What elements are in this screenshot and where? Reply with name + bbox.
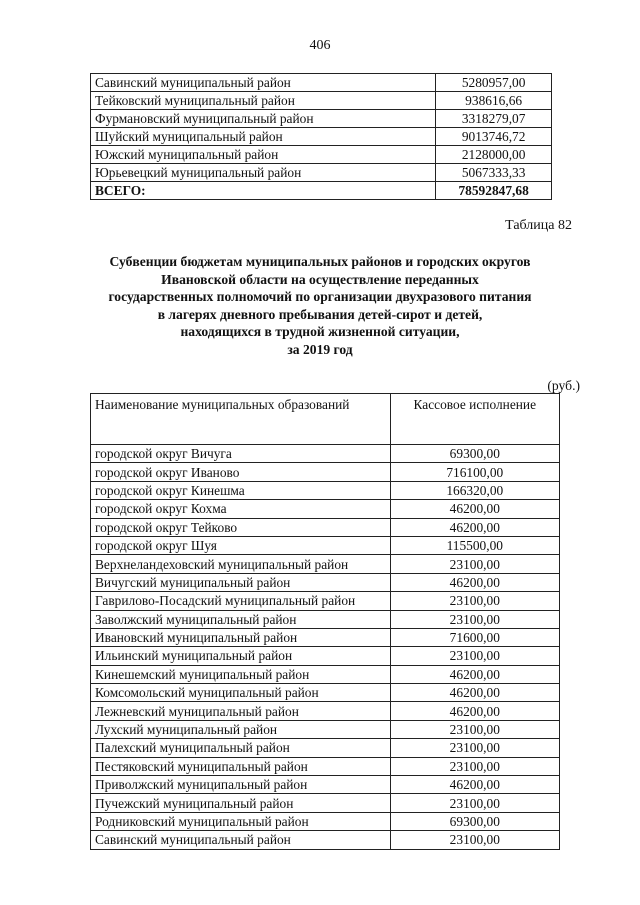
table-row: [91, 555, 560, 573]
row-name: Пучежский муниципальный район: [91, 794, 391, 812]
heading-line: в лагерях дневного пребывания детей-сирот и детей,: [157, 306, 483, 322]
row-name: Савинский муниципальный район: [91, 831, 391, 849]
heading-line: находящихся в трудной жизненной ситуации,: [180, 324, 460, 339]
table-row: [91, 463, 560, 481]
row-value: 71600,00: [390, 628, 559, 646]
table-row: [91, 720, 560, 738]
table-row: [91, 812, 560, 830]
row-value: 23100,00: [390, 592, 559, 610]
row-value: 3318279,07: [436, 110, 552, 128]
table-row: [91, 445, 560, 463]
row-value: 716100,00: [390, 463, 559, 481]
row-value: 46200,00: [390, 665, 559, 683]
table-heading: [60, 253, 580, 358]
table-label: Таблица 82: [505, 218, 572, 233]
total-row: [91, 182, 552, 200]
row-name: Юрьевецкий муниципальный район: [91, 164, 436, 182]
row-value: 69300,00: [390, 812, 559, 830]
row-name: Южский муниципальный район: [91, 146, 436, 164]
row-value: 46200,00: [390, 500, 559, 518]
table-row: [91, 794, 560, 812]
row-name: Пестяковский муниципальный район: [91, 757, 391, 775]
row-value: 115500,00: [390, 536, 559, 554]
table-row: [91, 518, 560, 536]
row-value: 2128000,00: [436, 146, 552, 164]
table-row: [91, 481, 560, 499]
table-row: [91, 610, 560, 628]
row-name: городской округ Иваново: [91, 463, 391, 481]
column-header-value: Кассовое исполнение: [390, 394, 559, 445]
row-value: 938616,66: [436, 92, 552, 110]
total-label: ВСЕГО:: [91, 182, 436, 200]
heading-line: за 2019 год: [287, 341, 353, 357]
page-number: 406: [309, 38, 331, 53]
row-name: Тейковский муниципальный район: [91, 92, 436, 110]
row-name: Лежневский муниципальный район: [91, 702, 391, 720]
table-row: [91, 647, 560, 665]
table-row: [91, 592, 560, 610]
row-name: Палехский муниципальный район: [91, 739, 391, 757]
row-value: 46200,00: [390, 684, 559, 702]
table-row: [91, 92, 552, 110]
table-row: [91, 684, 560, 702]
row-name: Ивановский муниципальный район: [91, 628, 391, 646]
table-row: [91, 665, 560, 683]
row-name: Гаврилово-Посадский муниципальный район: [91, 592, 391, 610]
row-name: Родниковский муниципальный район: [91, 812, 391, 830]
row-name: городской округ Тейково: [91, 518, 391, 536]
table-row: [91, 164, 552, 182]
row-name: Вичугский муниципальный район: [91, 573, 391, 591]
column-header-name: Наименование муниципальных образований: [91, 394, 391, 445]
row-name: Кинешемский муниципальный район: [91, 665, 391, 683]
table-row: [91, 74, 552, 92]
top-table: [90, 73, 552, 200]
row-value: 5280957,00: [436, 74, 552, 92]
row-name: Фурмановский муниципальный район: [91, 110, 436, 128]
header-row: [91, 394, 560, 445]
table-row: [91, 628, 560, 646]
row-value: 9013746,72: [436, 128, 552, 146]
heading-line: государственных полномочий по организации двухразового питания: [108, 289, 532, 304]
row-name: Приволжский муниципальный район: [91, 776, 391, 794]
unit-label: (руб.): [547, 378, 580, 393]
table-row: [91, 536, 560, 554]
row-name: Савинский муниципальный район: [91, 74, 436, 92]
row-value: 46200,00: [390, 702, 559, 720]
row-value: 5067333,33: [436, 164, 552, 182]
table-row: [91, 757, 560, 775]
table-row: [91, 739, 560, 757]
row-value: 23100,00: [390, 647, 559, 665]
table-row: [91, 128, 552, 146]
row-value: 23100,00: [390, 831, 559, 849]
row-name: Шуйский муниципальный район: [91, 128, 436, 146]
row-value: 23100,00: [390, 610, 559, 628]
row-value: 23100,00: [390, 555, 559, 573]
table-row: [91, 110, 552, 128]
table-row: [91, 831, 560, 849]
table-row: [91, 776, 560, 794]
row-name: городской округ Кинешма: [91, 481, 391, 499]
row-name: Лухский муниципальный район: [91, 720, 391, 738]
row-value: 46200,00: [390, 776, 559, 794]
row-name: Заволжский муниципальный район: [91, 610, 391, 628]
row-value: 23100,00: [390, 720, 559, 738]
row-name: Комсомольский муниципальный район: [91, 684, 391, 702]
heading-line: Субвенции бюджетам муниципальных районов и городских округов: [109, 254, 531, 269]
row-value: 166320,00: [390, 481, 559, 499]
table-row: [91, 702, 560, 720]
row-value: 23100,00: [390, 739, 559, 757]
row-value: 46200,00: [390, 518, 559, 536]
row-value: 23100,00: [390, 757, 559, 775]
row-name: Ильинский муниципальный район: [91, 647, 391, 665]
row-value: 23100,00: [390, 794, 559, 812]
main-table: [90, 393, 560, 850]
row-name: городской округ Шуя: [91, 536, 391, 554]
heading-line: Ивановской области на осуществление переданных: [161, 271, 479, 287]
row-name: городской округ Кохма: [91, 500, 391, 518]
total-value: 78592847,68: [436, 182, 552, 200]
row-name: городской округ Вичуга: [91, 445, 391, 463]
row-value: 46200,00: [390, 573, 559, 591]
table-row: [91, 573, 560, 591]
table-row: [91, 146, 552, 164]
row-value: 69300,00: [390, 445, 559, 463]
row-name: Верхнеландеховский муниципальный район: [91, 555, 391, 573]
table-row: [91, 500, 560, 518]
